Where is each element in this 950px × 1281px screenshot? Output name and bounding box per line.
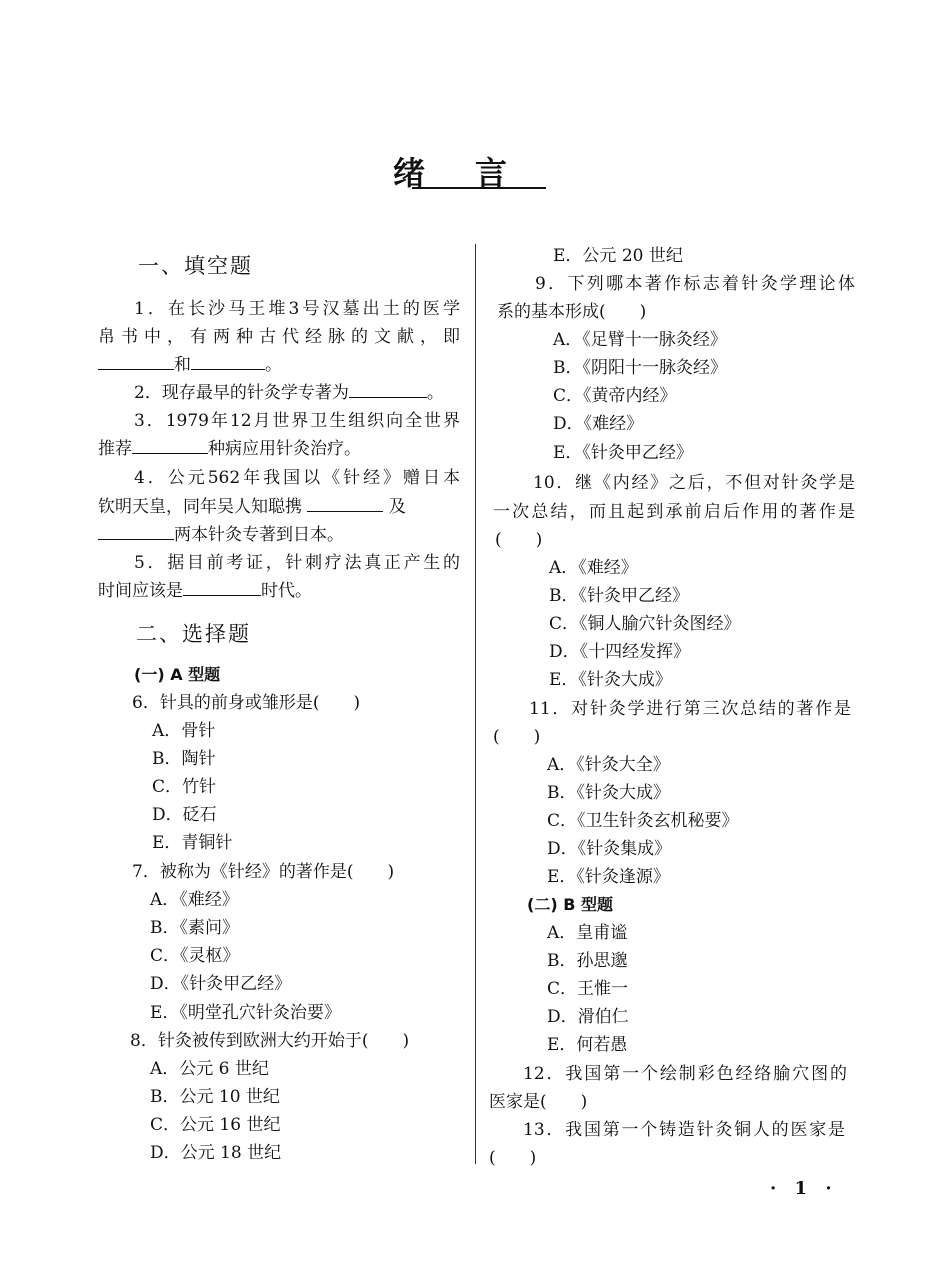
q6-option-e: E．青铜针 <box>152 833 233 853</box>
q7-stem: 7．被称为《针经》的著作是( ) <box>132 862 395 882</box>
q2-blank[interactable] <box>349 379 427 398</box>
q8-option-d: D．公元 18 世纪 <box>150 1143 282 1163</box>
q11-line2: ( ) <box>493 727 541 747</box>
q1-line3: 和 。 <box>98 351 282 379</box>
q10-line1: 10．继《内经》之后，不但对针灸学是 <box>533 473 855 493</box>
page-title: 绪言 <box>392 154 557 192</box>
title-underline <box>412 187 546 189</box>
q5-line2: 时间应该是 时代。 <box>98 577 312 605</box>
q8-option-b: B．公元 10 世纪 <box>150 1087 280 1107</box>
q9-option-c: C．《黄帝内经》 <box>553 386 677 406</box>
q7-option-c: C．《灵枢》 <box>150 946 240 966</box>
q10-option-a: A．《难经》 <box>549 558 638 578</box>
q9-line2: 系的基本形成( ) <box>497 302 647 322</box>
q11-line1: 11．对针灸学进行第三次总结的著作是 <box>529 699 851 719</box>
q10-option-d: D．《十四经发挥》 <box>549 642 691 662</box>
q6-option-a: A．骨针 <box>152 721 216 741</box>
q4-line3: 两本针灸专著到日本。 <box>98 521 344 549</box>
section-heading-fill-in: 一、填空题 <box>138 254 253 278</box>
q9-option-e: E．《针灸甲乙经》 <box>553 443 693 463</box>
q5-blank[interactable] <box>183 577 261 596</box>
q7-option-b: B．《素问》 <box>150 918 239 938</box>
q12-line1: 12．我国第一个绘制彩色经络腧穴图的 <box>523 1064 847 1084</box>
q10-option-e: E．《针灸大成》 <box>549 670 672 690</box>
q6-option-b: B．陶针 <box>152 749 216 769</box>
q10-option-b: B．《针灸甲乙经》 <box>549 586 689 606</box>
q10-line3: ( ) <box>495 530 543 550</box>
q11-option-e: E．《针灸逢源》 <box>547 867 670 887</box>
column-divider <box>475 244 476 1164</box>
q7-option-e: E．《明堂孔穴针灸治要》 <box>150 1003 341 1023</box>
q4-line2: 钦明天皇，同年吴人知聪携 及 <box>98 493 406 521</box>
q11-option-b: B．《针灸大成》 <box>547 783 670 803</box>
q5-line1: 5．据目前考证，针刺疗法真正产生的 <box>134 553 460 573</box>
q11-option-d: D．《针灸集成》 <box>547 839 672 859</box>
q9-line1: 9．下列哪本著作标志着针灸学理论体 <box>535 274 855 294</box>
b-option-b: B．孙思邈 <box>547 951 628 971</box>
page-number: · 1 · <box>770 1178 838 1199</box>
q9-option-a: A．《足臂十一脉灸经》 <box>553 330 727 350</box>
q6-option-d: D．砭石 <box>152 805 217 825</box>
q1-blank-2[interactable] <box>191 351 265 370</box>
q4-line1: 4．公元562年我国以《针经》赠日本 <box>134 468 460 488</box>
q9-option-d: D．《难经》 <box>553 414 644 434</box>
q8-option-e: E．公元 20 世纪 <box>553 246 683 266</box>
b-option-a: A．皇甫谧 <box>547 923 628 943</box>
q8-option-c: C．公元 16 世纪 <box>150 1115 281 1135</box>
q3-line2: 推荐 种病应用针灸治疗。 <box>98 435 361 463</box>
q1-line1: 1．在长沙马王堆3号汉墓出土的医学 <box>134 299 460 319</box>
q1-blank-1[interactable] <box>98 351 174 370</box>
q6-stem: 6．针具的前身或雏形是( ) <box>132 693 361 713</box>
subsection-b-type: (二) B 型题 <box>527 895 613 914</box>
b-option-c: C．王惟一 <box>547 979 629 999</box>
q11-option-c: C．《卫生针灸玄机秘要》 <box>547 811 739 831</box>
section-heading-choice: 二、选择题 <box>136 622 251 646</box>
q8-option-a: A．公元 6 世纪 <box>150 1059 269 1079</box>
q1-line2: 帛书中，有两种古代经脉的文献，即 <box>98 327 460 347</box>
q3-line1: 3．1979年12月世界卫生组织向全世界 <box>134 411 460 431</box>
b-option-d: D．滑伯仁 <box>547 1007 629 1027</box>
q4-blank-1[interactable] <box>307 493 383 512</box>
q10-line2: 一次总结，而且起到承前启后作用的著作是 <box>493 502 855 522</box>
q13-line1: 13．我国第一个铸造针灸铜人的医家是 <box>523 1120 845 1140</box>
q7-option-a: A．《难经》 <box>150 890 239 910</box>
q8-stem: 8．针灸被传到欧洲大约开始于( ) <box>130 1031 410 1051</box>
q11-option-a: A．《针灸大全》 <box>547 755 670 775</box>
q12-line2: 医家是( ) <box>489 1092 588 1112</box>
q10-option-c: C．《铜人腧穴针灸图经》 <box>549 614 741 634</box>
q7-option-d: D．《针灸甲乙经》 <box>150 974 292 994</box>
q13-line2: ( ) <box>489 1148 537 1168</box>
b-option-e: E．何若愚 <box>547 1035 628 1055</box>
q4-blank-2[interactable] <box>98 521 174 540</box>
q2-line1: 2．现存最早的针灸学专著为 。 <box>134 379 444 407</box>
q9-option-b: B．《阴阳十一脉灸经》 <box>553 358 727 378</box>
subsection-a-type: (一) A 型题 <box>134 665 221 684</box>
q3-blank[interactable] <box>132 435 208 454</box>
q6-option-c: C．竹针 <box>152 777 217 797</box>
